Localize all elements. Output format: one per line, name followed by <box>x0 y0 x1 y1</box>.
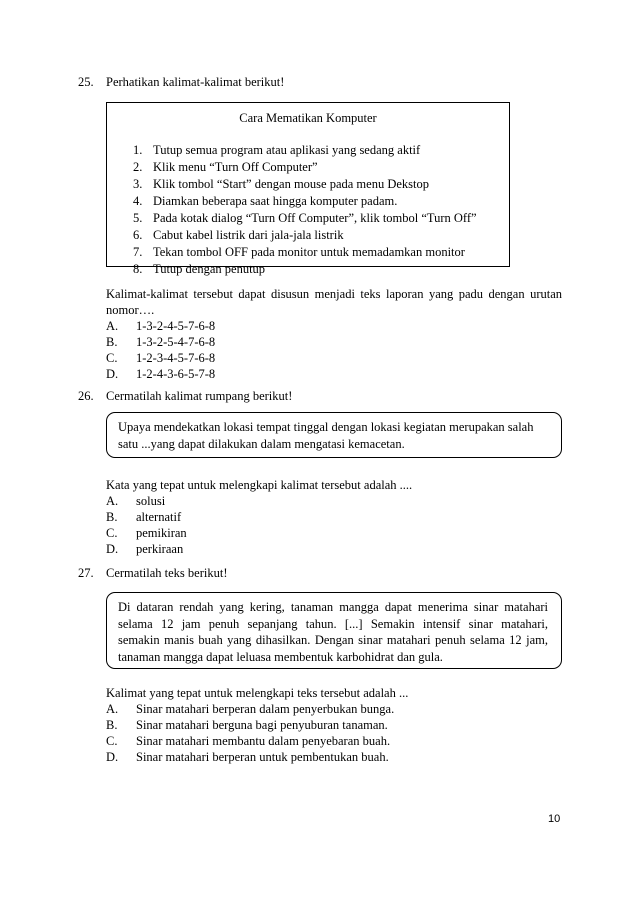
option-letter: A. <box>106 702 119 716</box>
question-text: Kata yang tepat untuk melengkapi kalimat tersebut adalah .... <box>106 478 413 492</box>
list-item-text: Klik tombol “Start” dengan mouse pada menu Dekstop <box>153 177 429 191</box>
option-letter: B. <box>106 718 118 732</box>
question-number: 25. <box>78 75 94 89</box>
list-item-number: 7. <box>133 245 143 259</box>
option-text: 1-3-2-5-4-7-6-8 <box>136 335 216 349</box>
option-letter: C. <box>106 351 118 365</box>
question-prompt: Cermatilah teks berikut! <box>106 566 228 580</box>
list-item-text: Cabut kabel listrik dari jala-jala listrik <box>153 228 344 242</box>
option-letter: A. <box>106 494 119 508</box>
list-item-number: 1. <box>133 143 143 157</box>
option-text: Sinar matahari berperan untuk pembentukan buah. <box>136 750 389 764</box>
list-item-text: Tutup dengan penutup <box>153 262 266 276</box>
option-letter: A. <box>106 319 119 333</box>
box-text-line: tanaman mangga dapat leluasa membentuk karbohidrat dan gula. <box>118 649 443 664</box>
list-item-text: Tekan tombol OFF pada monitor untuk memadamkan monitor <box>153 245 465 259</box>
option-letter: B. <box>106 335 118 349</box>
question-number: 27. <box>78 566 94 580</box>
sentence-box <box>106 412 562 458</box>
option-text: 1-2-3-4-5-7-6-8 <box>136 351 216 365</box>
question-prompt: Cermatilah kalimat rumpang berikut! <box>106 389 293 403</box>
option-letter: D. <box>106 542 119 556</box>
option-text: solusi <box>136 494 166 508</box>
passage-box <box>106 592 562 669</box>
option-letter: C. <box>106 734 118 748</box>
list-item-number: 4. <box>133 194 143 208</box>
option-text: alternatif <box>136 510 182 524</box>
page-number: 10 <box>548 813 561 825</box>
list-item-number: 8. <box>133 262 143 276</box>
option-text: 1-3-2-4-5-7-6-8 <box>136 319 216 333</box>
question-prompt: Perhatikan kalimat-kalimat berikut! <box>106 75 285 89</box>
list-item-text: Klik menu “Turn Off Computer” <box>153 160 318 174</box>
list-item-text: Diamkan beberapa saat hingga komputer padam. <box>153 194 398 208</box>
box-text-line: satu ...yang dapat dilakukan dalam mengatasi kemacetan. <box>118 437 405 451</box>
list-item-number: 3. <box>133 177 143 191</box>
option-text: pemikiran <box>136 526 187 540</box>
box-text-line: Upaya mendekatkan lokasi tempat tinggal dengan lokasi kegiatan merupakan salah <box>118 420 534 434</box>
option-letter: C. <box>106 526 118 540</box>
list-item-text: Tutup semua program atau aplikasi yang sedang aktif <box>153 143 421 157</box>
list-item-number: 2. <box>133 160 143 174</box>
list-item-number: 5. <box>133 211 143 225</box>
list-item-text: Pada kotak dialog “Turn Off Computer”, klik tombol “Turn Off” <box>153 211 477 225</box>
option-text: Sinar matahari berguna bagi penyuburan tanaman. <box>136 718 388 732</box>
option-text: perkiraan <box>136 542 184 556</box>
question-text: Kalimat yang tepat untuk melengkapi teks tersebut adalah ... <box>106 686 409 700</box>
box-title: Cara Mematikan Komputer <box>239 111 377 125</box>
question-number: 26. <box>78 389 94 403</box>
steps-box <box>106 102 510 276</box>
question-text-line: nomor…. <box>106 303 155 317</box>
option-text: Sinar matahari berperan dalam penyerbukan bunga. <box>136 702 395 716</box>
option-letter: D. <box>106 750 119 764</box>
list-item-number: 6. <box>133 228 143 242</box>
option-text: 1-2-4-3-6-5-7-8 <box>136 367 216 381</box>
box-text-line: Di dataran rendah yang kering, tanaman mangga dapat menerima sinar matahari <box>118 600 548 614</box>
question-text-line: Kalimat-kalimat tersebut dapat disusun menjadi teks laporan yang padu dengan urutan <box>106 287 562 301</box>
box-text-line: selama 12 jam penuh sepanjang tahun. [...] Semakin intensif sinar matahari, <box>118 616 548 631</box>
option-text: Sinar matahari membantu dalam penyebaran buah. <box>136 734 391 748</box>
option-letter: B. <box>106 510 118 524</box>
option-letter: D. <box>106 367 119 381</box>
box-text-line: semakin manis buah yang dihasilkan. Dengan sinar matahari penuh selama 12 jam, <box>118 633 548 647</box>
